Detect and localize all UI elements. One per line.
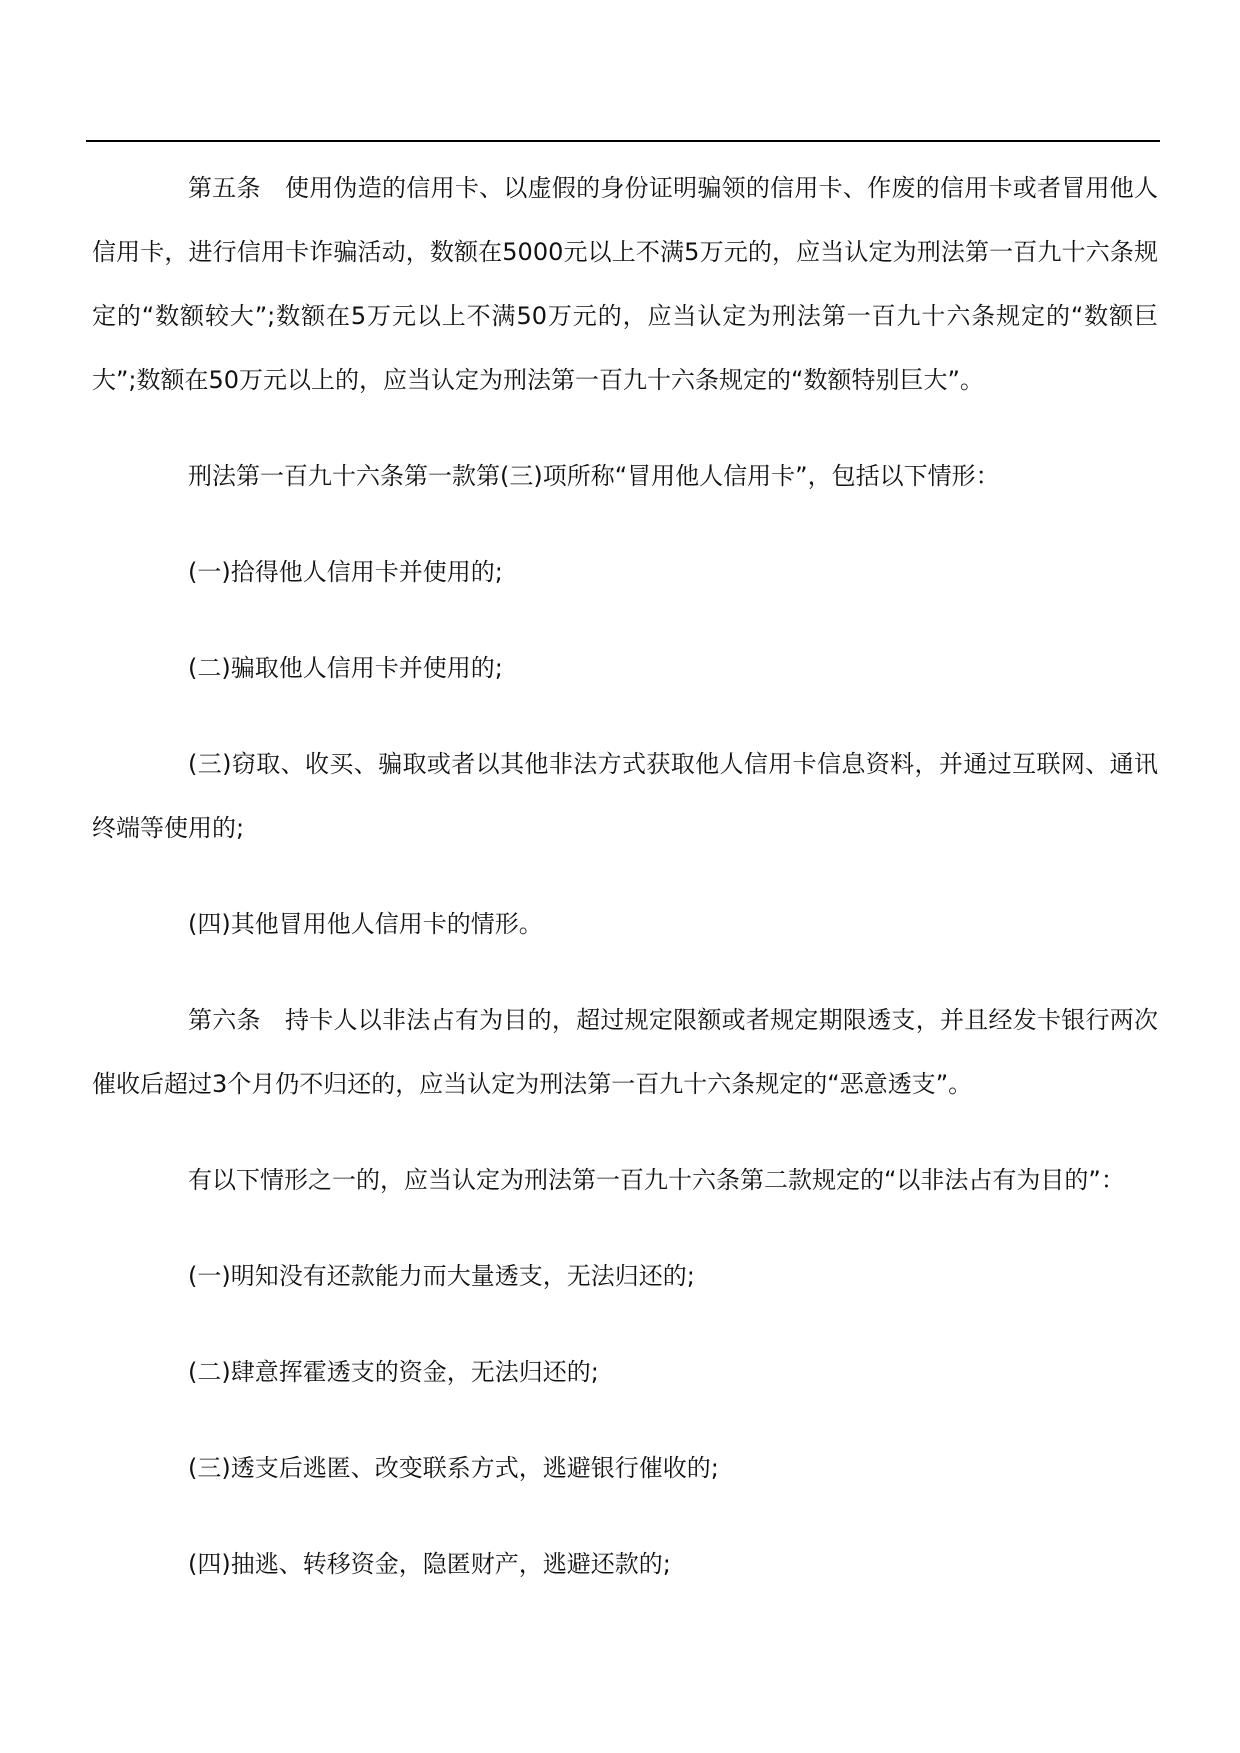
list-item-2b: (二)肆意挥霍透支的资金，无法归还的; bbox=[188, 1358, 599, 1386]
list-item-3: (三)窃取、收买、骗取或者以其他非法方式获取他人信用卡信息资料，并通过互联网、通讯终端等使用的; bbox=[92, 750, 1158, 842]
header-rule bbox=[86, 140, 1160, 142]
article-6-paragraph: 第六条 持卡人以非法占有为目的，超过规定限额或者规定期限透支，并且经发卡银行两次催收后超过3个月仍不归还的，应当认定为刑法第一百九十六条规定的“恶意透支”。 bbox=[92, 1006, 1158, 1098]
list-item-4: (四)其他冒用他人信用卡的情形。 bbox=[188, 910, 543, 938]
document-body bbox=[92, 156, 1158, 1596]
list-item-2: (二)骗取他人信用卡并使用的; bbox=[188, 654, 503, 682]
list-item-4b: (四)抽逃、转移资金，隐匿财产，逃避还款的; bbox=[188, 1550, 671, 1578]
list-item-1b: (一)明知没有还款能力而大量透支，无法归还的; bbox=[188, 1262, 695, 1290]
list-item-3b: (三)透支后逃匿、改变联系方式，逃避银行催收的; bbox=[188, 1454, 719, 1482]
impersonation-definition-paragraph: 刑法第一百九十六条第一款第(三)项所称“冒用他人信用卡”，包括以下情形： bbox=[188, 462, 1000, 490]
list-item-1: (一)拾得他人信用卡并使用的; bbox=[188, 558, 503, 586]
illegal-possession-definition-paragraph: 有以下情形之一的，应当认定为刑法第一百九十六条第二款规定的“以非法占有为目的”： bbox=[188, 1166, 1125, 1194]
article-5-paragraph: 第五条 使用伪造的信用卡、以虚假的身份证明骗领的信用卡、作废的信用卡或者冒用他人信用卡，进行信用卡诈骗活动，数额在5000元以上不满5万元的，应当认定为刑法第一百九十六条规定的“数额较大”;数额在5万元以上不满50万元的，应当认定为刑法第一百九十六条规定的“数额巨大”;数额在50万元以上的，应当认定为刑法第一百九十六条规定的“数额特别巨大”。 bbox=[92, 174, 1158, 394]
